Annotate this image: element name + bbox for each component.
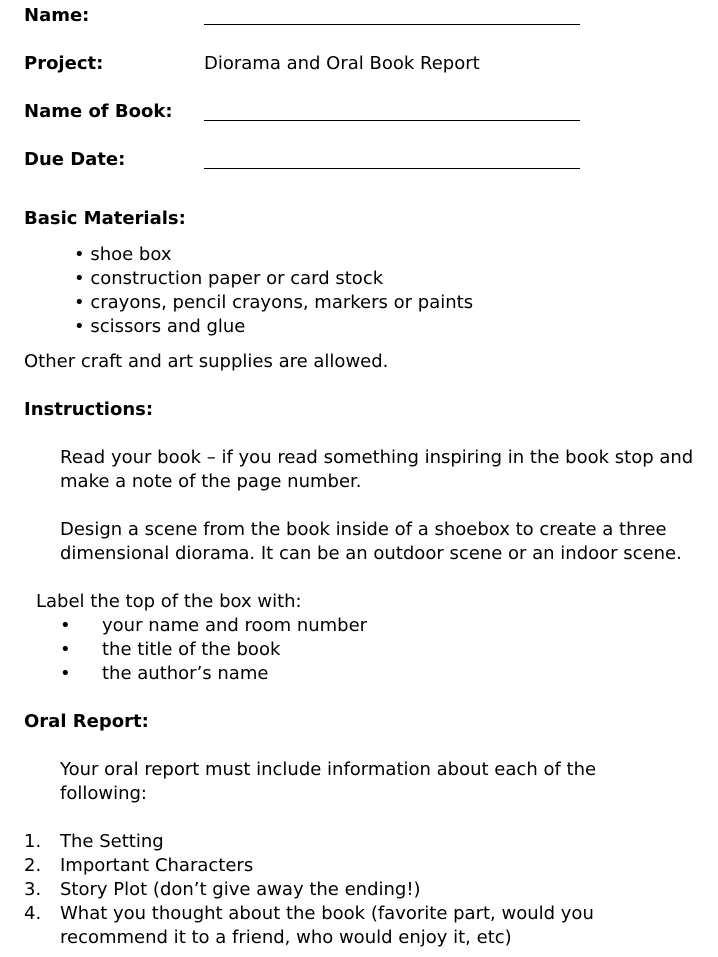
materials-item: • crayons, pencil crayons, markers or paints — [74, 292, 474, 313]
list-item: The Setting — [60, 831, 164, 852]
oral-report-intro-line: Your oral report must include information about each of the — [60, 759, 597, 780]
materials-note: Other craft and art supplies are allowed. — [24, 351, 389, 372]
book-name-blank-line — [204, 120, 580, 121]
materials-heading: Basic Materials: — [24, 208, 186, 229]
list-item: What you thought about the book (favorite part, would you — [60, 903, 594, 924]
name-label: Name: — [24, 5, 90, 26]
project-label: Project: — [24, 53, 104, 74]
materials-item: • scissors and glue — [74, 316, 246, 337]
label-intro: Label the top of the box with: — [36, 591, 302, 612]
label-item: the author’s name — [102, 663, 269, 684]
project-value: Diorama and Oral Book Report — [204, 53, 480, 74]
list-item-continuation: recommend it to a friend, who would enjoy it, etc) — [60, 927, 512, 948]
label-item: the title of the book — [102, 639, 281, 660]
name-blank-line — [204, 24, 580, 25]
list-number: 4. — [24, 903, 42, 924]
oral-report-heading: Oral Report: — [24, 711, 149, 732]
bullet: • — [60, 663, 71, 684]
bullet: • — [60, 639, 71, 660]
bullet: • — [60, 615, 71, 636]
instructions-paragraph-line: Design a scene from the book inside of a shoebox to create a three — [60, 519, 667, 540]
materials-item: • shoe box — [74, 244, 172, 265]
list-item: Important Characters — [60, 855, 254, 876]
list-number: 2. — [24, 855, 42, 876]
instructions-paragraph-line: Read your book – if you read something inspiring in the book stop and — [60, 447, 694, 468]
list-number: 3. — [24, 879, 42, 900]
instructions-paragraph-line: dimensional diorama. It can be an outdoor scene or an indoor scene. — [60, 543, 682, 564]
book-name-label: Name of Book: — [24, 101, 173, 122]
list-item: Story Plot (don’t give away the ending!) — [60, 879, 421, 900]
list-number: 1. — [24, 831, 42, 852]
due-date-label: Due Date: — [24, 149, 126, 170]
label-item: your name and room number — [102, 615, 368, 636]
oral-report-intro-line: following: — [60, 783, 147, 804]
instructions-heading: Instructions: — [24, 399, 154, 420]
materials-item: • construction paper or card stock — [74, 268, 384, 289]
instructions-paragraph-line: make a note of the page number. — [60, 471, 362, 492]
due-date-blank-line — [204, 168, 580, 169]
